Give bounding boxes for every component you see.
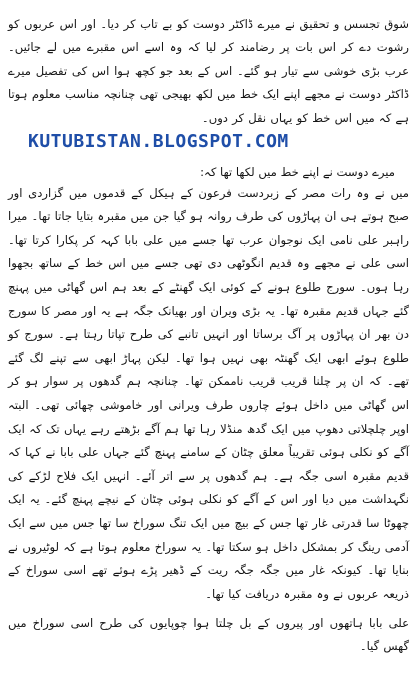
closing-paragraph: علی بابا ہاتھوں اور پیروں کے بل چلتا ہوا چوپایوں کی طرح اسی سوراخ میں گھس گیا۔ xyxy=(8,615,409,654)
blog-watermark: KUTUBISTAN.BLOGSPOT.COM xyxy=(24,130,352,153)
letter-body-paragraph: میں نے وہ رات مصر کے زبردست فرعون کے ہیکل کے قدموں میں گزاردی اور صبح ہوتے ہی ان پہاڑوں کی طرف روانہ ہو گیا جن میں مقبرہ بتایا جاتا تھا۔ میرا راہبر علی نامی ایک نوجوان عرب تھا جسے میں علی بابا کہہ کر پکارا کرتا تھا۔ اسی علی نے مجھے وہ قدیم انگوٹھی دی تھی جسے میں اس خط کے ساتھ بجھوا رہا ہوں۔ سورج طلوع ہونے کے کوئی ایک گھنٹے کے بعد ہم اس گھاٹی میں پہنچ گئے جہاں قدیم مقبرہ تھا۔ یہ بڑی ویران اور بھیانک جگہ ہے یہ اور مصر کا سورج دن بھر ان پہاڑوں پر آگ برساتا اور انہیں تانبے کی طرح تپاتا رہتا ہے۔ سورج کو طلوع ہوئے ابھی ایک گھنٹہ بھی نہیں ہوا تھا۔ لیکن پہاڑ ابھی سے تپنے لگ گئے تھے۔ کہ ان پر چلنا قریب قریب ناممکن تھا۔ چنانچہ ہم گدھوں پر سوار ہو کر اس گھاٹی میں داخل ہوئے چاروں طرف ویرانی اور خاموشی چھائی تھی۔ البتہ اوپر چلچلاتی دھوپ میں ایک گدھ منڈلا رہا تھا ہم آگے بڑھتے رہے یہاں تک کہ ایک آگے کو نکلی ہوئی تقریباً معلق چٹان کے سامنے پہنچ گئے جہاں علی بابا نے کہا کہ قدیم مقبرہ اسی جگہ ہے۔ ہم گدھوں پر سے اتر آئے۔ انہیں ایک فلاح لڑکے کی نگہداشت میں دیا اور اس کے آگے کو نکلی ہوئی چٹان کے نیچے پہنچ گئے۔ یہ ایک چھوٹا سا قدرتی غار تھا جس کے بیچ میں ایک تنگ سوراخ سا تھا جس میں سے ایک آدمی رینگ کر بمشکل داخل ہو سکتا تھا۔ یہ سوراخ معلوم ہوتا ہے کہ لوٹیروں نے بنایا تھا۔ کیونکہ غار میں جگہ جگہ ریت کے ڈھیر پڑے ہوئے تھے اسی سوراخ کے ذریعہ عربوں نے وہ مقبرہ دریافت کیا تھا۔ xyxy=(8,185,409,601)
letter-intro-line: میرے دوست نے اپنے خط میں لکھا تھا کہ: xyxy=(200,164,395,179)
intro-paragraph: شوق تجسس و تحقیق نے میرے ڈاکٹر دوست کو بے تاب کر دیا۔ اور اس عربوں کو رشوت دے کر اس بات پر رضامند کر لیا کہ وہ اسے اس مقبرے میں لے جائیں۔ عرب بڑی خوشی سے تیار ہو گئے۔ اس کے بعد جو کچھ ہوا اس کی تفصیل میرے ڈاکٹر دوست نے مجھے اپنے ایک خط میں لکھ بھیجی تھی چنانچہ مناسب معلوم ہوتا ہے کہ میں اس خط کو یہاں نقل کر دوں۔ xyxy=(8,16,409,125)
